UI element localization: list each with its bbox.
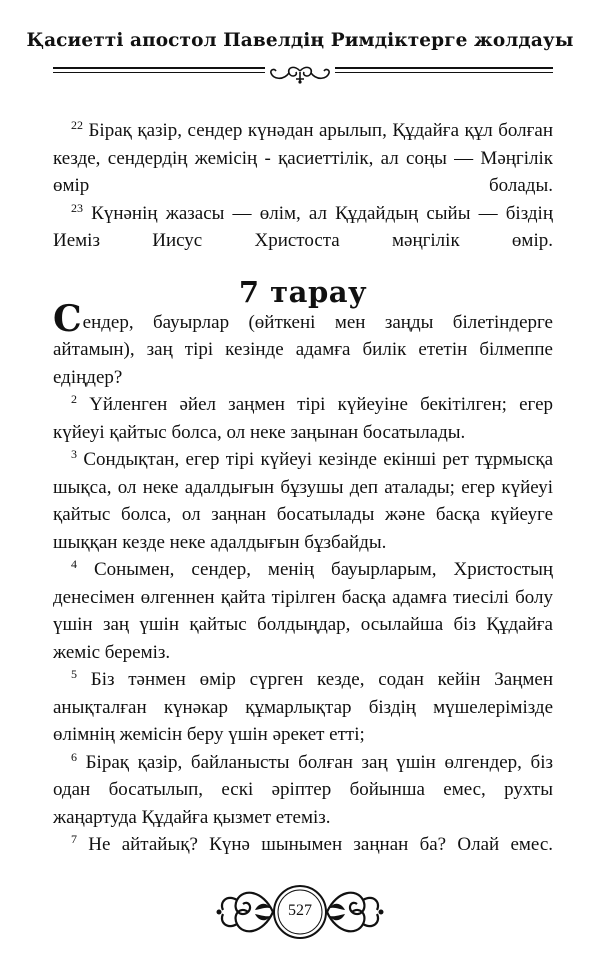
verse-7 — [53, 831, 553, 859]
verse-number: 6 — [71, 749, 77, 764]
drop-cap: С — [53, 297, 82, 340]
verse-text: Күнәнің жазасы — өлім, ал Құдайдың сыйы — біздің Иеміз Иисус Христоста мәңгілік өмір. — [53, 202, 553, 251]
verse-4 — [53, 556, 553, 666]
verse-6 — [53, 749, 553, 832]
running-header: Қасиетті апостол Павелдің Римдіктерге жолдауы — [26, 30, 574, 51]
verse-number: 4 — [71, 557, 77, 571]
verse-2 — [53, 391, 553, 446]
verse-number: 22 — [71, 118, 83, 132]
verse-5 — [53, 666, 553, 749]
verse-23 — [53, 200, 553, 255]
verse-text: Біз тәнмен өмір сүрген кезде, содан кейін Заңмен анықталған күнәкар құмарлықтар біздің мүшелерімізде өлімнің жемісін беру үшін әрекет етті; — [53, 669, 553, 745]
verse-text: Бірақ қазір, сендер күнәдан арылып, Құдайға құл болған кезде, сендердің жемісің - қасиеттілік, ал соңы — Мәңгілік өмір болады. — [53, 120, 553, 196]
verse-3 — [53, 446, 553, 556]
verse-1 — [53, 297, 553, 392]
chapter-title: 7 тарау — [238, 274, 368, 309]
verse-text: Бірақ қазір, байланысты болған заң үшін өлгендер, біз одан босатылып, ескі әріптер бойынша емес, рухты жаңартуда Құдайға қызмет етеміз. — [53, 751, 554, 828]
header-ornament-icon — [265, 63, 335, 87]
verse-number: 5 — [71, 667, 77, 681]
verse-number: 3 — [71, 447, 77, 461]
verse-text: Сондықтан, егер тірі күйеуі кезінде екінші рет тұрмысқа шықса, ол неке адалдығын бұзушы деп аталады; егер күйеуі қайтыс болса, ол заңнан босатылады және басқа күйеуге шыққан кезде неке адалдығын бұзбайды. — [53, 449, 554, 553]
verse-22 — [53, 117, 553, 200]
verse-number: 2 — [71, 392, 77, 406]
verse-text: Не айтайық? Күнә шынымен заңнан ба? Олай емес. — [88, 834, 554, 855]
verse-text: Сонымен, сендер, менің бауырларым, Христостың денесімен өлгеннен қайта тірілген басқа адамға тиесілі болу үшін заң үшін қайтыс болдыңдар, осылайша біз Құдайға жеміс береміз. — [53, 559, 554, 663]
verse-number: 7 — [71, 832, 77, 846]
verse-text: Үйленген әйел заңмен тірі күйеуіне бекітілген; егер күйеуі қайтыс болса, ол неке заңынан босатылады. — [53, 394, 554, 443]
verse-number: 23 — [71, 200, 83, 215]
page-number: 527 — [288, 902, 312, 919]
verse-text: ендер, бауырлар (өйткені мен заңды білетіндерге айтамын), заң тірі кезінде адамға билік ететін білмеппе едіңдер? — [53, 311, 553, 388]
page-body — [53, 117, 553, 859]
